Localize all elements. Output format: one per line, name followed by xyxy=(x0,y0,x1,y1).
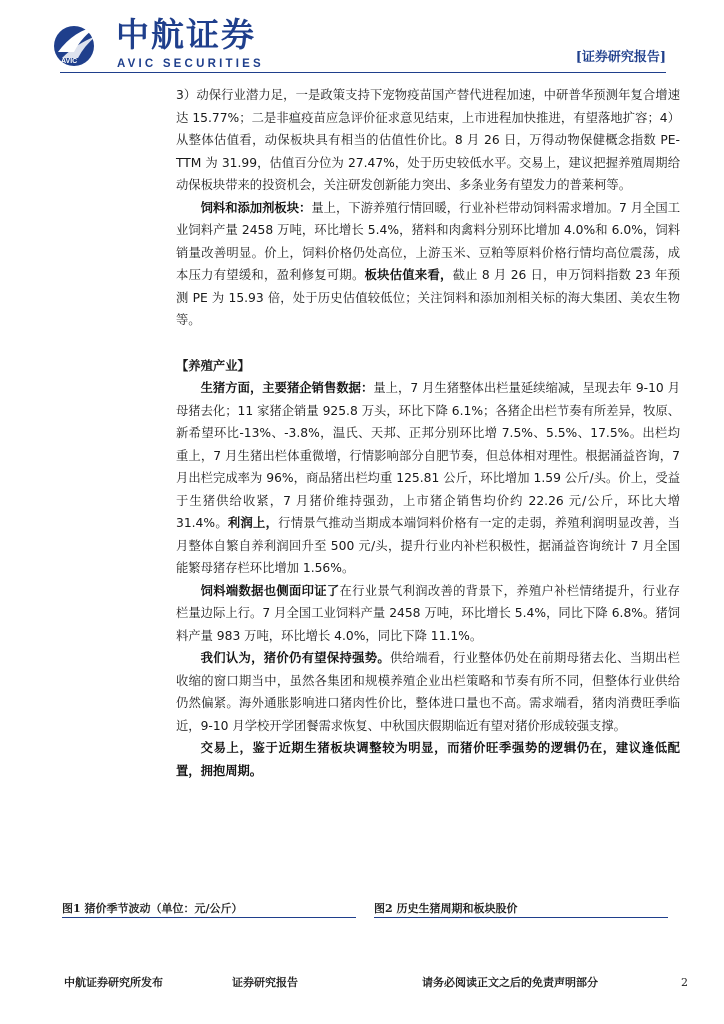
paragraph-animal-health: 3）动保行业潜力足，一是政策支持下宠物疫苗国产替代进程加速，中研普华预测年复合增速达 15.77%；二是非瘟疫苗应急评价征求意见结束，上市进程加快推进，有望落地扩容；4）从整体估值看，动保板块具有相当的估值性价比。8 月 26 日，万得动物保健概念指数 PE-TTM 为 31.99，估值百分位为 27.47%，处于历史较低水平。交易上，建议把握养殖周期给动保板块带来的投资机会，关注研发创新能力突出、多条业务有望发力的普莱柯等。 xyxy=(176,88,680,192)
header-divider xyxy=(60,72,666,73)
page-number: 2 xyxy=(681,976,688,989)
paragraph-outlook: 我们认为，猪价仍有望保持强势。供给端看，行业整体仍处在前期母猪去化、当期出栏收缩的窗口期当中，虽然各集团和规模养殖企业出栏策略和节奏有所不同，但整体行业供给仍然偏紧。海外通胀影响进口猪肉性价比，整体进口量也不高。需求端看，猪肉消费旺季临近，9-10 月学校开学团餐需求恢复、中秋国庆假期临近有望对猪价形成较强支撑。 xyxy=(176,651,680,733)
footer-report-type: 证券研究报告 xyxy=(232,976,298,989)
page-header xyxy=(0,0,724,80)
logo-text-chinese: 中航证券 xyxy=(116,15,256,54)
page-footer xyxy=(0,968,724,998)
figure-2-rule xyxy=(374,917,668,918)
paragraph-hog-sales: 生猪方面，主要猪企销售数据：量上，7 月生猪整体出栏量延续缩减，呈现去年 9-10 月母猪去化；11 家猪企销量 925.8 万头，环比下降 6.1%；各猪企出栏节奏有所差异，牧原、新希望环比-13%、-3.8%，温氏、天邦、正邦分别环比增 7.5%、5.5%、17.5%。出栏均重上，7 月生猪出栏体重微增，行情影响部分自肥节奏，但总体相对理性。根据涌益咨询，7 月出栏完成率为 96%，商品猪出栏均重 125.81 公斤，环比增加 1.59 公斤/头。价上，受益于生猪供给收紧，7 月猪价维持强劲，上市猪企销售均价约 22.26 元/公斤，环比大增 31.4%。利润上，行情景气推动当期成本端饲料价格有一定的走弱，养殖利润明显改善，当月整体自繁自养利润回升至 500 元/头，提升行业内补栏积极性，据涌益咨询统计 7 月全国能繁母猪存栏环比增加 1.56%。 xyxy=(176,381,680,575)
logo-badge-text: AVIC xyxy=(61,58,78,65)
paragraph-feed-data: 饲料端数据也侧面印证了在行业景气利润改善的背景下，养殖户补栏情绪提升，行业存栏量边际上行。7 月全国工业饲料产量 2458 万吨，环比增长 5.4%，同比下降 6.8%。猪饲料产量 983 万吨，环比增长 4.0%，同比下降 11.1%。 xyxy=(176,583,680,643)
report-type-tag: [证券研究报告] xyxy=(575,50,666,65)
logo-text-english: AVIC SECURITIES xyxy=(117,58,264,70)
section-title-breeding: 【养殖产业】 xyxy=(176,358,250,373)
paragraph-trading: 交易上，鉴于近期生猪板块调整较为明显，而猪价旺季强势的逻辑仍在，建议逢低配置，拥抱周期。 xyxy=(176,741,680,778)
report-body xyxy=(176,84,680,782)
figure-1-caption: 图1 猪价季节波动（单位：元/公斤） xyxy=(62,902,243,915)
footer-disclaimer: 请务必阅读正文之后的免责声明部分 xyxy=(422,976,598,989)
footer-publisher: 中航证券研究所发布 xyxy=(64,976,163,989)
paragraph-feed-additives: 饲料和添加剂板块：量上，下游养殖行情回暖，行业补栏带动饲料需求增加。7 月全国工业饲料产量 2458 万吨，环比增长 5.4%，猪料和肉禽料分别环比增加 4.0%和 6.0%，饲料销量改善明显。价上，饲料价格仍处高位，上游玉米、豆粕等原料价格行情均高位震荡，成本压力有望缓和，盈利修复可期。板块估值来看，截止 8 月 26 日，申万饲料指数 23 年预测 PE 为 15.93 倍，处于历史估值较低位；关注饲料和添加剂相关标的海大集团、美农生物等。 xyxy=(176,200,680,327)
figure-2-caption: 图2 历史生猪周期和板块股价 xyxy=(374,902,518,915)
avic-logo-icon xyxy=(52,22,100,68)
feed-section-lead: 饲料和添加剂板块： xyxy=(200,200,312,215)
figure-1-rule xyxy=(62,917,356,918)
figure-captions xyxy=(62,900,668,920)
